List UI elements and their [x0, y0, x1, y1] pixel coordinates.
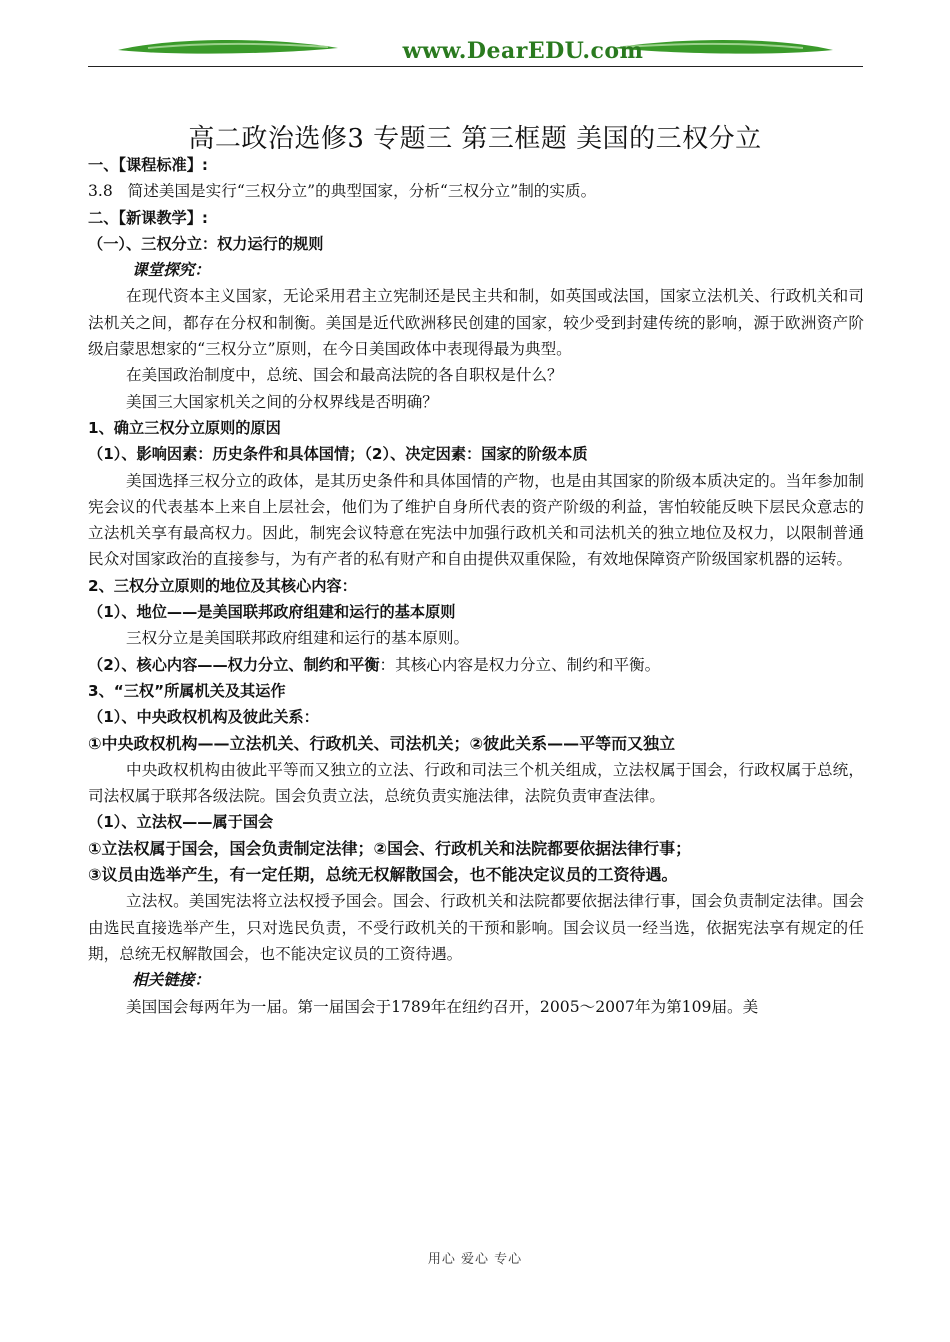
subsection-heading: （一）、三权分立：权力运行的规则 [88, 234, 324, 253]
paragraph: 立法权。美国宪法将立法权授予国会。国会、行政机关和法院都要依据法律行事，国会负责制定法律。国会由选民直接选举产生，只对选民负责，不受行政机关的干预和影响。国会议员一经当选，依据宪法享有规定的任期，总统无权解散国会，也不能决定议员的工资待遇。 [88, 892, 864, 963]
question: 美国三大国家机关之间的分权界线是否明确？ [126, 392, 438, 411]
paragraph: 3.8 简述美国是实行“三权分立”的典型国家，分析“三权分立”制的实质。 [88, 182, 597, 201]
document-body [88, 152, 864, 1020]
key-point: ①立法权属于国会，国会负责制定法律；②国会、行政机关和法院都要依据法律行事； [88, 838, 692, 858]
page-footer: 用心 爱心 专心 [427, 1252, 523, 1267]
section-heading: 2、三权分立原则的地位及其核心内容： [88, 576, 357, 595]
subsection-heading: （1）、影响因素：历史条件和具体国情；（2）、决定因素：国家的阶级本质 [88, 445, 588, 464]
key-point: ③议员由选举产生，有一定任期，总统无权解散国会，也不能决定议员的工资待遇。 [88, 865, 678, 885]
explore-label: 课堂探究： [132, 260, 210, 280]
link-label: 相关链接： [132, 970, 210, 990]
section-heading: 二、【新课教学】: [88, 208, 208, 227]
paragraph: 中央政权机构由彼此平等而又独立的立法、行政和司法三个机关组成，立法权属于国会，行政权属于总统，司法权属于联邦各级法院。国会负责立法，总统负责实施法律，法院负责审查法律。 [88, 760, 864, 806]
subsection-line [88, 652, 864, 678]
site-url: www.DearEDU.com [402, 38, 644, 64]
section-heading: 一、【课程标准】: [88, 156, 208, 174]
paragraph: 美国选择三权分立的政体，是其历史条件和具体国情的产物，也是由其国家的阶级本质决定的。当年参加制宪会议的代表基本上来自上层社会，他们为了维护自身所代表的资产阶级的利益，害怕较能反映下层民众意志的立法机关享有最高权力。因此，制宪会议特意在宪法中加强行政机关和司法机关的独立地位及权力，以限制普通民众对国家政治的直接参与，为有产者的私有财产和自由提供双重保险，有效地保障资产阶级国家机器的运转。 [88, 471, 864, 569]
paragraph: 在现代资本主义国家，无论采用君主立宪制还是民主共和制，如英国或法国，国家立法机关、行政机关和司法机关之间，都存在分权和制衡。美国是近代欧洲移民创建的国家，较少受到封建传统的影响，源于欧洲资产阶级启蒙思想家的“三权分立”原则，在今日美国政体中表现得最为典型。 [88, 287, 864, 359]
page-title: 高二政治选修3 专题三 第三框题 美国的三权分立 [188, 124, 762, 154]
question: 在美国政治制度中，总统、国会和最高法院的各自职权是什么？ [126, 366, 563, 385]
section-heading: 3、“三权”所属机关及其运作 [88, 681, 286, 700]
key-point: ①中央政权机构——立法机关、行政机关、司法机关；②彼此关系——平等而又独立 [88, 733, 676, 753]
header-rule [88, 66, 863, 67]
section-heading: 1、确立三权分立原则的原因 [88, 418, 281, 437]
paragraph: 美国国会每两年为一届。第一届国会于1789年在纽约召开，2005～2007年为第109届。美 [126, 997, 759, 1016]
subsection-heading: （1）、立法权——属于国会 [88, 813, 274, 832]
subsection-heading: （1）、中央政权机构及彼此关系： [88, 708, 319, 727]
paragraph: 三权分立是美国联邦政府组建和运行的基本原则。 [126, 629, 470, 648]
subsection-text: ：其核心内容是权力分立、制约和平衡。 [379, 655, 661, 674]
subsection-heading: （1）、地位——是美国联邦政府组建和运行的基本原则 [88, 603, 456, 622]
subsection-heading: （2）、核心内容——权力分立、制约和平衡 [88, 655, 380, 674]
